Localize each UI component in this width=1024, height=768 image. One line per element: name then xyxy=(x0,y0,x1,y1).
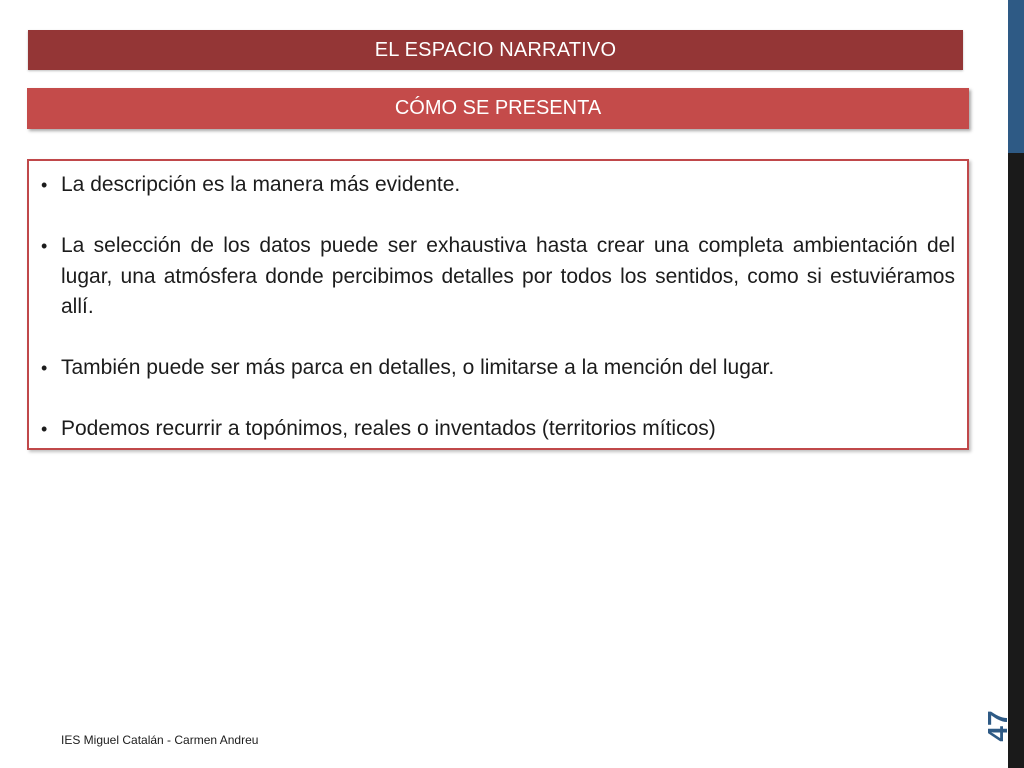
slide-subtitle xyxy=(27,88,969,129)
side-accent-strip-dark xyxy=(1008,153,1024,768)
bullet-item xyxy=(41,231,955,323)
bullet-text: Podemos recurrir a topónimos, reales o inventados (territorios míticos) xyxy=(61,417,716,440)
content-box xyxy=(27,159,969,450)
slide-subtitle-text: CÓMO SE PRESENTA xyxy=(394,97,602,119)
bullet-item xyxy=(41,414,955,445)
bullet-icon: • xyxy=(41,419,48,439)
bullet-text: La selección de los datos puede ser exhaustiva hasta crear una completa ambientación del lugar, una atmósfera donde percibimos detalles por todos los sentidos, como si estuviéramos allí. xyxy=(61,234,955,318)
bullet-item xyxy=(41,170,955,201)
slide-title-text: EL ESPACIO NARRATIVO xyxy=(374,38,617,61)
page-number: 47 xyxy=(982,710,1013,742)
bullet-icon: • xyxy=(41,175,48,195)
bullet-text: La descripción es la manera más evidente. xyxy=(61,173,461,196)
slide-title xyxy=(28,30,963,70)
bullet-icon: • xyxy=(41,236,48,256)
bullet-list xyxy=(29,161,967,445)
bullet-icon: • xyxy=(41,358,48,378)
footer-text: IES Miguel Catalán - Carmen Andreu xyxy=(61,733,259,747)
side-accent-strip-blue xyxy=(1008,0,1024,153)
bullet-item xyxy=(41,353,955,384)
bullet-text: También puede ser más parca en detalles, o limitarse a la mención del lugar. xyxy=(61,356,775,379)
